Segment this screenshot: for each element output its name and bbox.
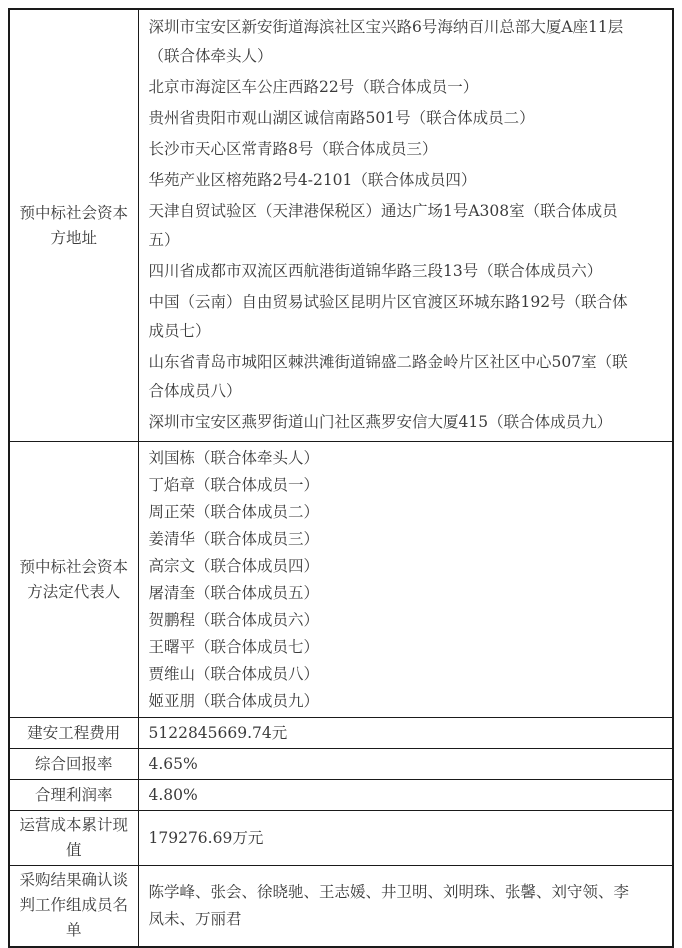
list-item: 姬亚朋（联合体成员九） (148, 692, 320, 710)
table-row-address (9, 9, 673, 442)
table-row-representatives (9, 442, 673, 718)
construction-cost-label: 建安工程费用 (9, 718, 138, 749)
list-item: 丁焰章（联合体成员一） (148, 476, 320, 494)
list-item: 贺鹏程（联合体成员六） (148, 611, 320, 629)
construction-cost-value: 5122845669.74元 (138, 718, 673, 749)
operating-cost-label: 运营成本累计现值 (9, 811, 138, 866)
list-item: 深圳市宝安区燕罗街道山门社区燕罗安信大厦415（联合体成员九） (148, 413, 613, 431)
list-item: 山东省青岛市城阳区棘洪滩街道锦盛二路金岭片区社区中心507室（联合体成员八） (148, 353, 628, 400)
list-item: 中国（云南）自由贸易试验区昆明片区官渡区环城东路192号（联合体成员七） (148, 293, 628, 340)
address-row-label: 预中标社会资本方地址 (9, 9, 138, 442)
list-item: 贵州省贵阳市观山湖区诚信南路501号（联合体成员二） (148, 109, 535, 127)
return-rate-value: 4.65% (138, 749, 673, 780)
list-item: 天津自贸试验区（天津港保税区）通达广场1号A308室（联合体成员五） (148, 202, 618, 249)
return-rate-label: 综合回报率 (9, 749, 138, 780)
table-row-return-rate (9, 749, 673, 780)
list-item: 长沙市天心区常青路8号（联合体成员三） (148, 140, 438, 158)
operating-cost-value: 179276.69万元 (138, 811, 673, 866)
list-item: 贾维山（联合体成员八） (148, 665, 320, 683)
list-item: 四川省成都市双流区西航港街道锦华路三段13号（联合体成员六） (148, 262, 603, 280)
list-item: 深圳市宝安区新安街道海滨社区宝兴路6号海纳百川总部大厦A座11层（联合体牵头人） (148, 18, 624, 65)
work-group-label: 采购结果确认谈判工作组成员名单 (9, 866, 138, 947)
work-group-value: 陈学峰、张会、徐晓驰、王志媛、井卫明、刘明珠、张馨、刘守领、李凤未、万丽君 (138, 866, 673, 947)
representatives-row-label: 预中标社会资本方法定代表人 (9, 442, 138, 718)
list-item: 姜清华（联合体成员三） (148, 530, 320, 548)
list-item: 华苑产业区榕苑路2号4-2101（联合体成员四） (148, 171, 477, 189)
bid-result-table (8, 8, 674, 948)
representatives-row-values (138, 442, 673, 718)
address-row-values (138, 9, 673, 442)
profit-rate-value: 4.80% (138, 780, 673, 811)
table-row-profit-rate (9, 780, 673, 811)
list-item: 刘国栋（联合体牵头人） (148, 449, 320, 467)
list-item: 周正荣（联合体成员二） (148, 503, 320, 521)
profit-rate-label: 合理利润率 (9, 780, 138, 811)
list-item: 高宗文（联合体成员四） (148, 557, 320, 575)
list-item: 屠清奎（联合体成员五） (148, 584, 320, 602)
list-item: 王曙平（联合体成员七） (148, 638, 320, 656)
table-row-construction-cost (9, 718, 673, 749)
list-item: 北京市海淀区车公庄西路22号（联合体成员一） (148, 78, 479, 96)
table-row-work-group (9, 866, 673, 947)
table-row-operating-cost (9, 811, 673, 866)
